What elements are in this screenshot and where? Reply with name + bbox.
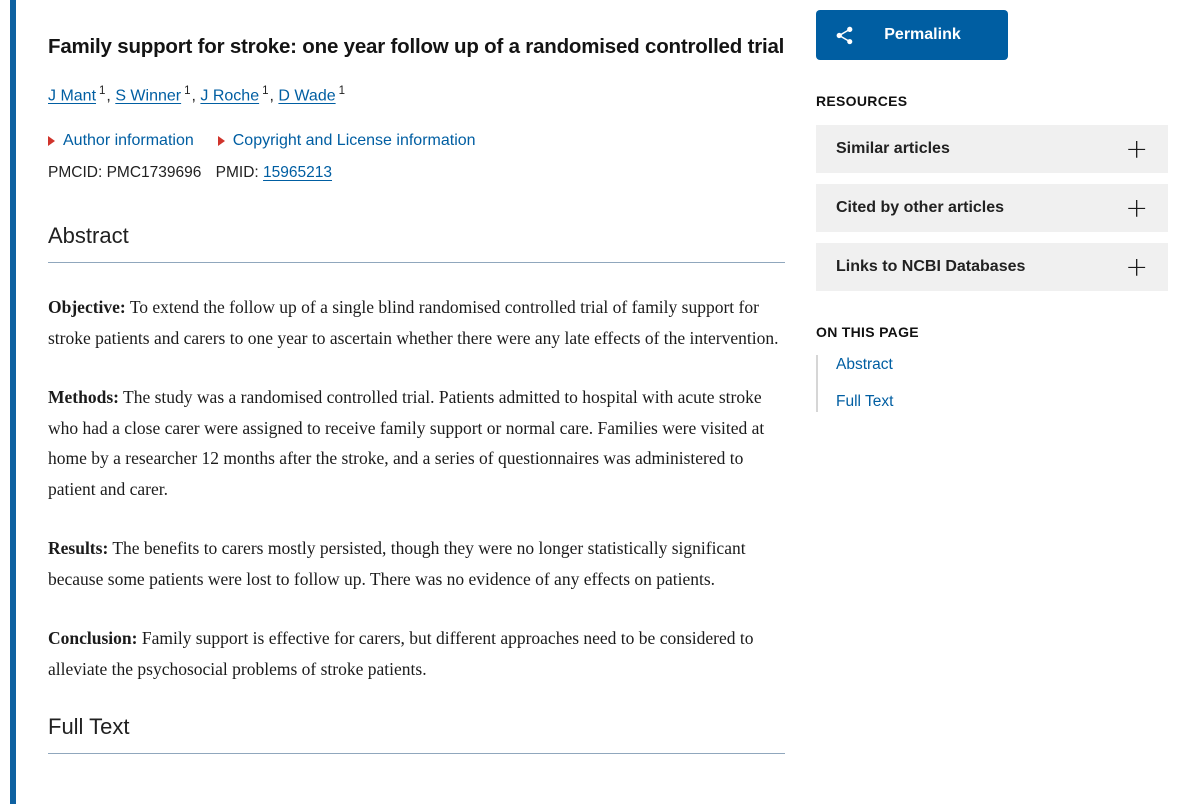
accordion-links-to-ncbi-databases[interactable] (816, 243, 1168, 291)
accordion-label: Similar articles (836, 140, 950, 157)
on-this-page-heading: ON THIS PAGE (816, 324, 919, 340)
abstract-paragraph-results (48, 533, 785, 594)
accordion-label: Cited by other articles (836, 199, 1005, 216)
disclosure-arrow-icon (48, 136, 55, 146)
accordion-cited-by-other-articles[interactable] (816, 184, 1168, 232)
left-accent-bar (10, 0, 16, 804)
pmid-link[interactable]: 15965213 (263, 164, 333, 182)
paragraph-label-objective: Objective: (48, 297, 126, 318)
plus-icon[interactable]: + (1125, 251, 1148, 283)
author-information-link[interactable] (48, 132, 194, 150)
page-link-full-text[interactable]: Full Text (836, 393, 894, 410)
accordion-similar-articles[interactable] (816, 125, 1168, 173)
article-info-links (48, 132, 785, 150)
sidebar (816, 0, 1168, 412)
abstract-paragraph-objective (48, 292, 785, 353)
disclosure-arrow-icon (218, 136, 225, 146)
pmid-label: PMID: (215, 164, 264, 182)
plus-icon[interactable]: + (1125, 192, 1148, 224)
author-link-d-wade[interactable]: D Wade (278, 87, 336, 105)
resources-accordion-list (816, 125, 1168, 291)
pmcid-value: PMC1739696 (106, 164, 202, 182)
resources-heading: RESOURCES (816, 93, 908, 109)
author-affiliation-superscript: 1 (184, 85, 191, 97)
paragraph-label-conclusion: Conclusion: (48, 628, 138, 649)
authors-line (48, 85, 785, 105)
copyright-license-link[interactable] (218, 132, 476, 150)
on-this-page-nav (816, 355, 1168, 412)
abstract-paragraph-methods (48, 382, 785, 504)
abstract-body (48, 292, 785, 684)
fulltext-heading: Full Text (48, 714, 785, 754)
permalink-label: Permalink (884, 26, 961, 43)
author-link-s-winner[interactable]: S Winner (115, 87, 182, 105)
article-main-column (48, 0, 785, 754)
author-affiliation-superscript: 1 (338, 85, 346, 97)
article-ids-line (48, 164, 785, 182)
author-separator: , (106, 87, 116, 105)
author-information-label: Author information (63, 132, 194, 150)
author-separator: , (269, 87, 279, 105)
author-affiliation-superscript: 1 (99, 85, 106, 97)
author-link-j-mant[interactable]: J Mant (48, 87, 97, 105)
paragraph-text-methods: The study was a randomised controlled trial. Patients admitted to hospital with acute stroke who had a close carer were assigned to receive family support or normal care. Families were visited at home by a researcher 12 months after the stroke, and a series of questionnaires was administered to patient and carer. (48, 387, 765, 499)
author-link-j-roche[interactable]: J Roche (200, 87, 260, 105)
plus-icon[interactable]: + (1125, 133, 1148, 165)
abstract-heading: Abstract (48, 223, 785, 263)
paragraph-text-results: The benefits to carers mostly persisted, though they were no longer statistically significant because some patients were lost to follow up. There was no evidence of any effects on patients. (48, 538, 746, 589)
paragraph-label-results: Results: (48, 538, 109, 559)
abstract-paragraph-conclusion (48, 623, 785, 684)
paragraph-text-objective: To extend the follow up of a single blind randomised controlled trial of family support for stroke patients and carers to one year to ascertain whether there were any late effects of the intervention. (48, 297, 779, 348)
pmcid-label: PMCID: (48, 164, 107, 182)
author-separator: , (191, 87, 201, 105)
permalink-button[interactable] (816, 10, 1008, 60)
copyright-license-label: Copyright and License information (232, 132, 476, 150)
accordion-label: Links to NCBI Databases (836, 258, 1026, 275)
share-icon (834, 25, 855, 46)
article-title: Family support for stroke: one year follow up of a randomised controlled trial (48, 35, 785, 58)
author-affiliation-superscript: 1 (262, 85, 269, 97)
paragraph-label-methods: Methods: (48, 387, 119, 408)
paragraph-text-conclusion: Family support is effective for carers, but different approaches need to be considered to alleviate the psychosocial problems of stroke patients. (48, 628, 754, 679)
page-link-abstract[interactable]: Abstract (836, 356, 893, 373)
